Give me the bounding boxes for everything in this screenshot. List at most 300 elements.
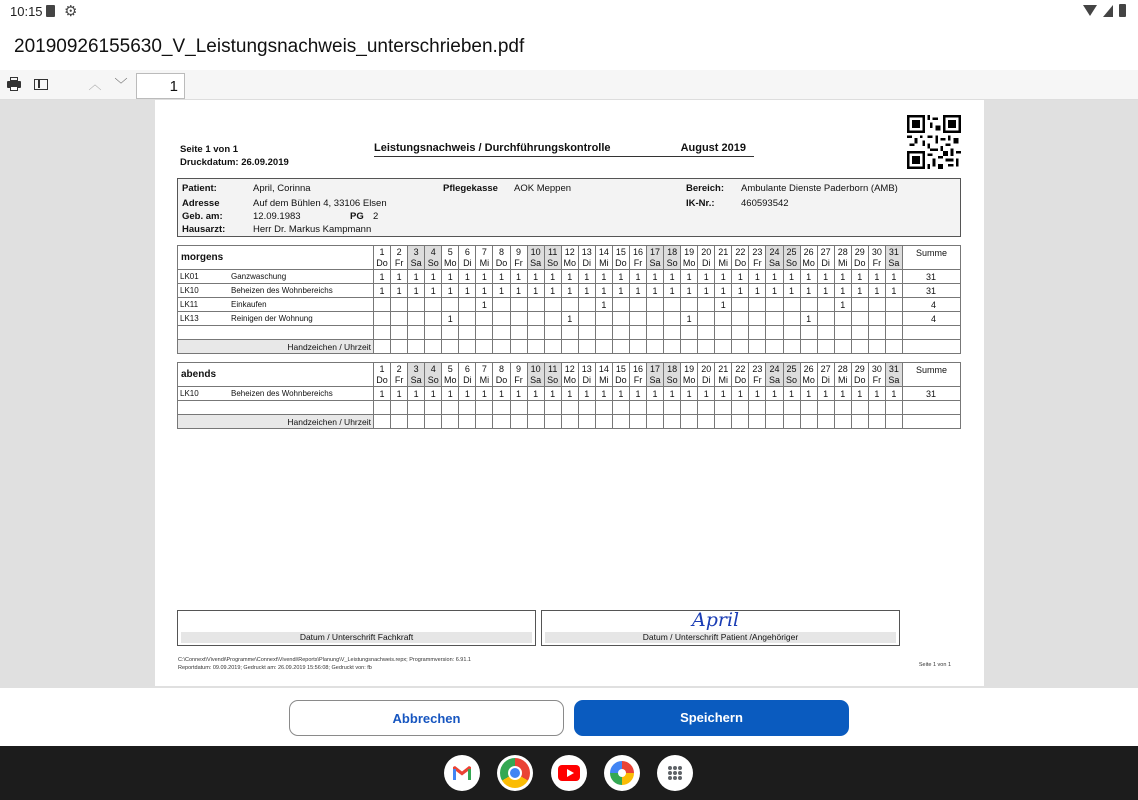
report-footnote bbox=[178, 656, 471, 672]
day-number: 16 bbox=[632, 246, 643, 257]
service-description: Beheizen des Wohnbereichs bbox=[231, 286, 333, 295]
signature-box-staff[interactable] bbox=[177, 610, 536, 646]
handzeichen-cell[interactable] bbox=[851, 415, 868, 429]
weekday-label: Sa bbox=[768, 257, 780, 268]
day-header bbox=[595, 363, 612, 387]
handzeichen-cell[interactable] bbox=[715, 415, 732, 429]
handzeichen-cell[interactable] bbox=[459, 340, 476, 354]
weekday-label: So bbox=[666, 257, 678, 268]
day-cell: 1 bbox=[561, 284, 578, 298]
day-cell bbox=[493, 298, 510, 312]
handzeichen-cell[interactable] bbox=[885, 340, 902, 354]
handzeichen-cell[interactable] bbox=[834, 415, 851, 429]
day-header bbox=[493, 363, 510, 387]
day-cell: 1 bbox=[834, 284, 851, 298]
day-cell bbox=[749, 312, 766, 326]
weekday-label: Fr bbox=[753, 374, 762, 385]
day-cell bbox=[783, 298, 800, 312]
handzeichen-cell[interactable] bbox=[408, 415, 425, 429]
day-cell: 1 bbox=[391, 270, 408, 284]
patient-info-box bbox=[177, 178, 961, 237]
handzeichen-cell[interactable] bbox=[510, 340, 527, 354]
weekday-label: Mo bbox=[563, 257, 576, 268]
day-number: 15 bbox=[615, 363, 626, 374]
handzeichen-cell[interactable] bbox=[374, 340, 391, 354]
day-header bbox=[834, 363, 851, 387]
service-description: Einkaufen bbox=[231, 300, 267, 309]
table-row bbox=[178, 387, 961, 401]
service-cell bbox=[178, 270, 374, 284]
day-cell: 1 bbox=[800, 284, 817, 298]
all-apps-icon[interactable] bbox=[657, 755, 693, 791]
day-cell bbox=[459, 312, 476, 326]
handzeichen-cell[interactable] bbox=[578, 340, 595, 354]
day-number: 26 bbox=[803, 246, 814, 257]
day-cell: 1 bbox=[732, 387, 749, 401]
weekday-label: Di bbox=[821, 257, 830, 268]
service-code: LK01 bbox=[180, 272, 199, 281]
day-header bbox=[664, 246, 681, 270]
day-header bbox=[527, 363, 544, 387]
youtube-icon[interactable] bbox=[551, 755, 587, 791]
area-label: Bereich: bbox=[686, 183, 725, 194]
file-title: 20190926155630_V_Leistungsnachweis_unterschrieben.pdf bbox=[14, 36, 525, 57]
weekday-label: Fr bbox=[872, 257, 882, 268]
action-bar bbox=[0, 688, 1138, 746]
day-cell bbox=[612, 312, 629, 326]
day-number: 8 bbox=[498, 246, 504, 257]
sidebar-toggle-icon[interactable] bbox=[34, 79, 48, 90]
previous-page-icon[interactable]: ︿ bbox=[88, 77, 102, 92]
weekday-label: Mo bbox=[563, 374, 576, 385]
day-cell: 1 bbox=[391, 387, 408, 401]
day-cell: 1 bbox=[834, 387, 851, 401]
handzeichen-cell[interactable] bbox=[561, 340, 578, 354]
day-cell bbox=[442, 298, 459, 312]
day-cell bbox=[561, 298, 578, 312]
handzeichen-cell[interactable] bbox=[629, 340, 646, 354]
day-header bbox=[715, 246, 732, 270]
handzeichen-cell[interactable] bbox=[834, 340, 851, 354]
day-header bbox=[374, 246, 391, 270]
handzeichen-cell[interactable] bbox=[868, 340, 885, 354]
day-header bbox=[817, 363, 834, 387]
day-cell bbox=[868, 298, 885, 312]
pg-label: PG bbox=[350, 211, 364, 222]
day-number: 11 bbox=[547, 363, 558, 374]
weekday-label: Fr bbox=[394, 374, 404, 385]
handzeichen-label: Handzeichen / Uhrzeit bbox=[178, 340, 374, 354]
weekday-label: Mo bbox=[682, 257, 696, 268]
day-cell: 1 bbox=[578, 387, 595, 401]
handzeichen-cell[interactable] bbox=[425, 415, 442, 429]
day-number: 3 bbox=[413, 363, 419, 374]
day-header bbox=[647, 363, 664, 387]
day-number: 31 bbox=[888, 246, 899, 257]
day-cell: 1 bbox=[817, 387, 834, 401]
weekday-label: Do bbox=[615, 374, 627, 385]
weekday-label: Fr bbox=[394, 257, 404, 268]
day-cell bbox=[698, 298, 715, 312]
handzeichen-cell[interactable] bbox=[681, 340, 698, 354]
document-title: Leistungsnachweis / Durchführungskontrolle bbox=[374, 142, 611, 154]
handzeichen-cell[interactable] bbox=[766, 340, 783, 354]
handzeichen-cell[interactable] bbox=[527, 415, 544, 429]
day-header bbox=[374, 363, 391, 387]
handzeichen-cell[interactable] bbox=[493, 415, 510, 429]
signature-box-patient[interactable] bbox=[541, 610, 900, 646]
handzeichen-cell[interactable] bbox=[374, 415, 391, 429]
sum-header: Summe bbox=[903, 363, 961, 387]
day-cell: 1 bbox=[681, 387, 698, 401]
day-cell bbox=[834, 312, 851, 326]
weekday-label: Sa bbox=[768, 374, 780, 385]
handzeichen-cell[interactable] bbox=[595, 340, 612, 354]
handzeichen-cell[interactable] bbox=[476, 415, 493, 429]
day-cell: 1 bbox=[851, 387, 868, 401]
day-number: 18 bbox=[667, 246, 678, 257]
day-number: 27 bbox=[820, 246, 831, 257]
day-header bbox=[408, 246, 425, 270]
weekday-label: Mo bbox=[802, 374, 815, 385]
day-header bbox=[544, 363, 561, 387]
day-cell: 1 bbox=[476, 387, 493, 401]
handzeichen-cell[interactable] bbox=[664, 415, 681, 429]
handzeichen-cell[interactable] bbox=[612, 415, 629, 429]
handzeichen-cell[interactable] bbox=[647, 340, 664, 354]
handzeichen-cell[interactable] bbox=[749, 415, 766, 429]
weekday-label: So bbox=[666, 374, 678, 385]
document-title-bar bbox=[0, 24, 1138, 70]
day-cell: 1 bbox=[681, 270, 698, 284]
handzeichen-cell[interactable] bbox=[885, 415, 902, 429]
day-header bbox=[391, 363, 408, 387]
footer-page-info: Seite 1 von 1 bbox=[918, 662, 951, 668]
weekday-label: So bbox=[427, 257, 439, 268]
day-cell: 1 bbox=[578, 270, 595, 284]
day-cell: 1 bbox=[868, 387, 885, 401]
gmail-icon[interactable] bbox=[444, 755, 480, 791]
photos-icon[interactable] bbox=[604, 755, 640, 791]
service-cell bbox=[178, 284, 374, 298]
day-cell: 1 bbox=[664, 284, 681, 298]
day-number: 19 bbox=[684, 246, 695, 257]
weekday-label: Fr bbox=[514, 257, 523, 268]
next-page-icon[interactable]: ﹀ bbox=[114, 77, 128, 92]
day-cell: 1 bbox=[698, 387, 715, 401]
ik-label: IK-Nr.: bbox=[686, 198, 715, 209]
day-cell bbox=[493, 312, 510, 326]
handzeichen-cell[interactable] bbox=[442, 340, 459, 354]
day-cell: 1 bbox=[817, 270, 834, 284]
weekday-label: Do bbox=[734, 257, 747, 268]
service-table-morning bbox=[177, 245, 961, 354]
day-cell: 1 bbox=[408, 387, 425, 401]
handzeichen-cell[interactable] bbox=[715, 340, 732, 354]
day-number: 14 bbox=[598, 363, 609, 374]
handzeichen-cell[interactable] bbox=[698, 340, 715, 354]
day-header bbox=[681, 246, 698, 270]
day-cell: 1 bbox=[595, 284, 612, 298]
qr-code-icon bbox=[907, 115, 961, 169]
handzeichen-cell[interactable] bbox=[749, 340, 766, 354]
handzeichen-cell[interactable] bbox=[442, 415, 459, 429]
handzeichen-cell[interactable] bbox=[544, 415, 561, 429]
handzeichen-cell[interactable] bbox=[561, 415, 578, 429]
weekday-label: Sa bbox=[888, 257, 900, 268]
weekday-label: Do bbox=[376, 257, 388, 268]
day-number: 10 bbox=[530, 363, 541, 374]
day-cell: 1 bbox=[885, 284, 902, 298]
weekday-label: Mo bbox=[444, 374, 457, 385]
day-cell bbox=[783, 312, 800, 326]
day-cell bbox=[715, 312, 732, 326]
patient-signature: April bbox=[692, 609, 740, 631]
day-cell: 1 bbox=[442, 387, 459, 401]
page-number-input[interactable]: 1 bbox=[136, 73, 185, 99]
weekday-label: Mi bbox=[837, 374, 848, 385]
handzeichen-cell[interactable] bbox=[544, 340, 561, 354]
weekday-label: Fr bbox=[633, 374, 643, 385]
weekday-label: Mi bbox=[479, 374, 490, 385]
page-header-left bbox=[180, 143, 289, 169]
handzeichen-cell[interactable] bbox=[817, 340, 834, 354]
day-cell: 1 bbox=[732, 284, 749, 298]
day-cell bbox=[595, 312, 612, 326]
weekday-label: Mo bbox=[682, 374, 696, 385]
day-header bbox=[698, 363, 715, 387]
day-cell: 1 bbox=[664, 387, 681, 401]
weekday-label: So bbox=[547, 257, 559, 268]
service-code: LK10 bbox=[180, 286, 199, 295]
status-bar bbox=[0, 0, 1138, 24]
handzeichen-cell[interactable] bbox=[783, 415, 800, 429]
day-number: 7 bbox=[481, 246, 487, 257]
day-cell: 1 bbox=[408, 284, 425, 298]
day-cell bbox=[527, 312, 544, 326]
row-sum: 4 bbox=[903, 298, 961, 312]
handzeichen-cell[interactable] bbox=[595, 415, 612, 429]
handzeichen-cell[interactable] bbox=[817, 415, 834, 429]
wifi-icon bbox=[1083, 5, 1097, 17]
day-cell bbox=[732, 312, 749, 326]
day-cell: 1 bbox=[629, 270, 646, 284]
save-button[interactable]: Speichern bbox=[574, 700, 849, 736]
day-header bbox=[425, 363, 442, 387]
handzeichen-cell[interactable] bbox=[459, 415, 476, 429]
day-cell bbox=[817, 298, 834, 312]
day-cell: 1 bbox=[595, 270, 612, 284]
day-cell: 1 bbox=[612, 387, 629, 401]
day-number: 1 bbox=[379, 363, 385, 374]
day-number: 2 bbox=[396, 246, 402, 257]
service-code: LK13 bbox=[180, 314, 199, 323]
day-cell bbox=[647, 312, 664, 326]
handzeichen-cell[interactable] bbox=[800, 340, 817, 354]
day-cell: 1 bbox=[681, 284, 698, 298]
day-number: 16 bbox=[632, 363, 643, 374]
weekday-label: Di bbox=[582, 374, 592, 385]
handzeichen-cell[interactable] bbox=[868, 415, 885, 429]
weekday-label: Sa bbox=[410, 374, 422, 385]
day-cell: 1 bbox=[544, 387, 561, 401]
table-header-row bbox=[178, 246, 961, 270]
day-cell: 1 bbox=[374, 270, 391, 284]
pdf-viewer[interactable] bbox=[0, 100, 1138, 688]
handzeichen-cell[interactable] bbox=[425, 340, 442, 354]
weekday-label: Sa bbox=[888, 374, 900, 385]
day-number: 6 bbox=[464, 363, 470, 374]
day-header bbox=[749, 246, 766, 270]
day-number: 29 bbox=[854, 363, 865, 374]
handzeichen-cell[interactable] bbox=[664, 340, 681, 354]
sim-card-icon bbox=[46, 5, 55, 17]
service-table-evening bbox=[177, 362, 961, 429]
weekday-label: Mi bbox=[718, 257, 729, 268]
handzeichen-cell[interactable] bbox=[698, 415, 715, 429]
day-cell: 1 bbox=[527, 284, 544, 298]
weekday-label: Do bbox=[615, 257, 627, 268]
handzeichen-row bbox=[178, 340, 961, 354]
weekday-label: Do bbox=[854, 257, 866, 268]
day-header bbox=[766, 363, 783, 387]
day-cell bbox=[851, 312, 868, 326]
handzeichen-cell[interactable] bbox=[647, 415, 664, 429]
day-number: 31 bbox=[888, 363, 899, 374]
doctor-value: Herr Dr. Markus Kampmann bbox=[253, 224, 372, 235]
day-header bbox=[544, 246, 561, 270]
day-cell bbox=[425, 298, 442, 312]
handzeichen-cell[interactable] bbox=[783, 340, 800, 354]
day-cell: 1 bbox=[476, 298, 493, 312]
day-cell: 1 bbox=[647, 387, 664, 401]
handzeichen-cell[interactable] bbox=[766, 415, 783, 429]
handzeichen-cell[interactable] bbox=[408, 340, 425, 354]
handzeichen-cell[interactable] bbox=[391, 340, 408, 354]
day-cell: 1 bbox=[783, 284, 800, 298]
pg-value: 2 bbox=[373, 211, 379, 222]
weekday-label: So bbox=[547, 374, 559, 385]
settings-gear-icon: ⚙ bbox=[64, 3, 78, 20]
handzeichen-cell[interactable] bbox=[851, 340, 868, 354]
day-cell: 1 bbox=[698, 284, 715, 298]
table-row bbox=[178, 270, 961, 284]
handzeichen-cell[interactable] bbox=[391, 415, 408, 429]
day-cell bbox=[885, 312, 902, 326]
day-cell bbox=[629, 298, 646, 312]
handzeichen-cell[interactable] bbox=[681, 415, 698, 429]
day-cell bbox=[544, 298, 561, 312]
day-header bbox=[510, 246, 527, 270]
day-cell bbox=[408, 312, 425, 326]
handzeichen-cell[interactable] bbox=[527, 340, 544, 354]
day-cell bbox=[868, 312, 885, 326]
table-header-row bbox=[178, 363, 961, 387]
day-cell: 1 bbox=[408, 270, 425, 284]
day-cell bbox=[664, 298, 681, 312]
day-cell: 1 bbox=[885, 270, 902, 284]
day-number: 3 bbox=[413, 246, 419, 257]
handzeichen-cell[interactable] bbox=[732, 415, 749, 429]
handzeichen-cell[interactable] bbox=[800, 415, 817, 429]
handzeichen-cell[interactable] bbox=[732, 340, 749, 354]
day-number: 18 bbox=[667, 363, 678, 374]
day-cell: 1 bbox=[510, 270, 527, 284]
day-cell bbox=[800, 298, 817, 312]
day-cell: 1 bbox=[647, 270, 664, 284]
day-cell bbox=[476, 312, 493, 326]
day-header bbox=[561, 246, 578, 270]
day-cell: 1 bbox=[476, 284, 493, 298]
day-cell bbox=[510, 312, 527, 326]
day-number: 21 bbox=[718, 363, 729, 374]
day-cell: 1 bbox=[493, 284, 510, 298]
day-cell bbox=[578, 312, 595, 326]
table-row bbox=[178, 298, 961, 312]
table-row bbox=[178, 284, 961, 298]
service-cell bbox=[178, 298, 374, 312]
day-number: 11 bbox=[547, 246, 558, 257]
day-number: 29 bbox=[854, 246, 865, 257]
day-cell: 1 bbox=[561, 312, 578, 326]
day-number: 30 bbox=[871, 363, 882, 374]
day-number: 17 bbox=[650, 363, 661, 374]
weekday-label: Do bbox=[734, 374, 747, 385]
weekday-label: Do bbox=[495, 374, 508, 385]
day-cell: 1 bbox=[442, 312, 459, 326]
day-cell: 1 bbox=[544, 284, 561, 298]
handzeichen-cell[interactable] bbox=[612, 340, 629, 354]
cancel-button[interactable]: Abbrechen bbox=[289, 700, 564, 736]
day-cell bbox=[391, 312, 408, 326]
day-header bbox=[561, 363, 578, 387]
day-cell bbox=[817, 312, 834, 326]
handzeichen-cell[interactable] bbox=[476, 340, 493, 354]
insurance-value: AOK Meppen bbox=[514, 183, 572, 194]
day-number: 23 bbox=[752, 363, 763, 374]
day-header bbox=[595, 246, 612, 270]
day-number: 27 bbox=[820, 363, 831, 374]
day-cell: 1 bbox=[442, 284, 459, 298]
pdf-page bbox=[155, 100, 984, 686]
day-number: 7 bbox=[481, 363, 487, 374]
handzeichen-cell[interactable] bbox=[493, 340, 510, 354]
day-cell: 1 bbox=[885, 387, 902, 401]
day-number: 14 bbox=[598, 246, 609, 257]
day-cell: 1 bbox=[715, 387, 732, 401]
handzeichen-cell[interactable] bbox=[578, 415, 595, 429]
footnote-path: C:\Connext\Vivendi\Programme\Connext\Vivendi\Reports\Planung\V_Leistungsnachweis.repx; Programmversion: 6.91.1 bbox=[178, 657, 471, 663]
patient-label: Patient: bbox=[182, 183, 217, 194]
day-header bbox=[442, 246, 459, 270]
handzeichen-cell[interactable] bbox=[629, 415, 646, 429]
weekday-label: Mo bbox=[802, 257, 815, 268]
weekday-label: Fr bbox=[514, 374, 523, 385]
day-header bbox=[578, 246, 595, 270]
day-header bbox=[391, 246, 408, 270]
print-icon[interactable] bbox=[7, 77, 21, 91]
weekday-label: Di bbox=[463, 257, 472, 268]
day-number: 22 bbox=[735, 363, 746, 374]
day-cell: 1 bbox=[783, 387, 800, 401]
table-row bbox=[178, 312, 961, 326]
day-number: 13 bbox=[581, 363, 592, 374]
day-header bbox=[800, 246, 817, 270]
handzeichen-cell[interactable] bbox=[510, 415, 527, 429]
chrome-icon[interactable] bbox=[497, 755, 533, 791]
day-cell: 1 bbox=[459, 284, 476, 298]
service-description: Beheizen des Wohnbereichs bbox=[231, 389, 333, 398]
